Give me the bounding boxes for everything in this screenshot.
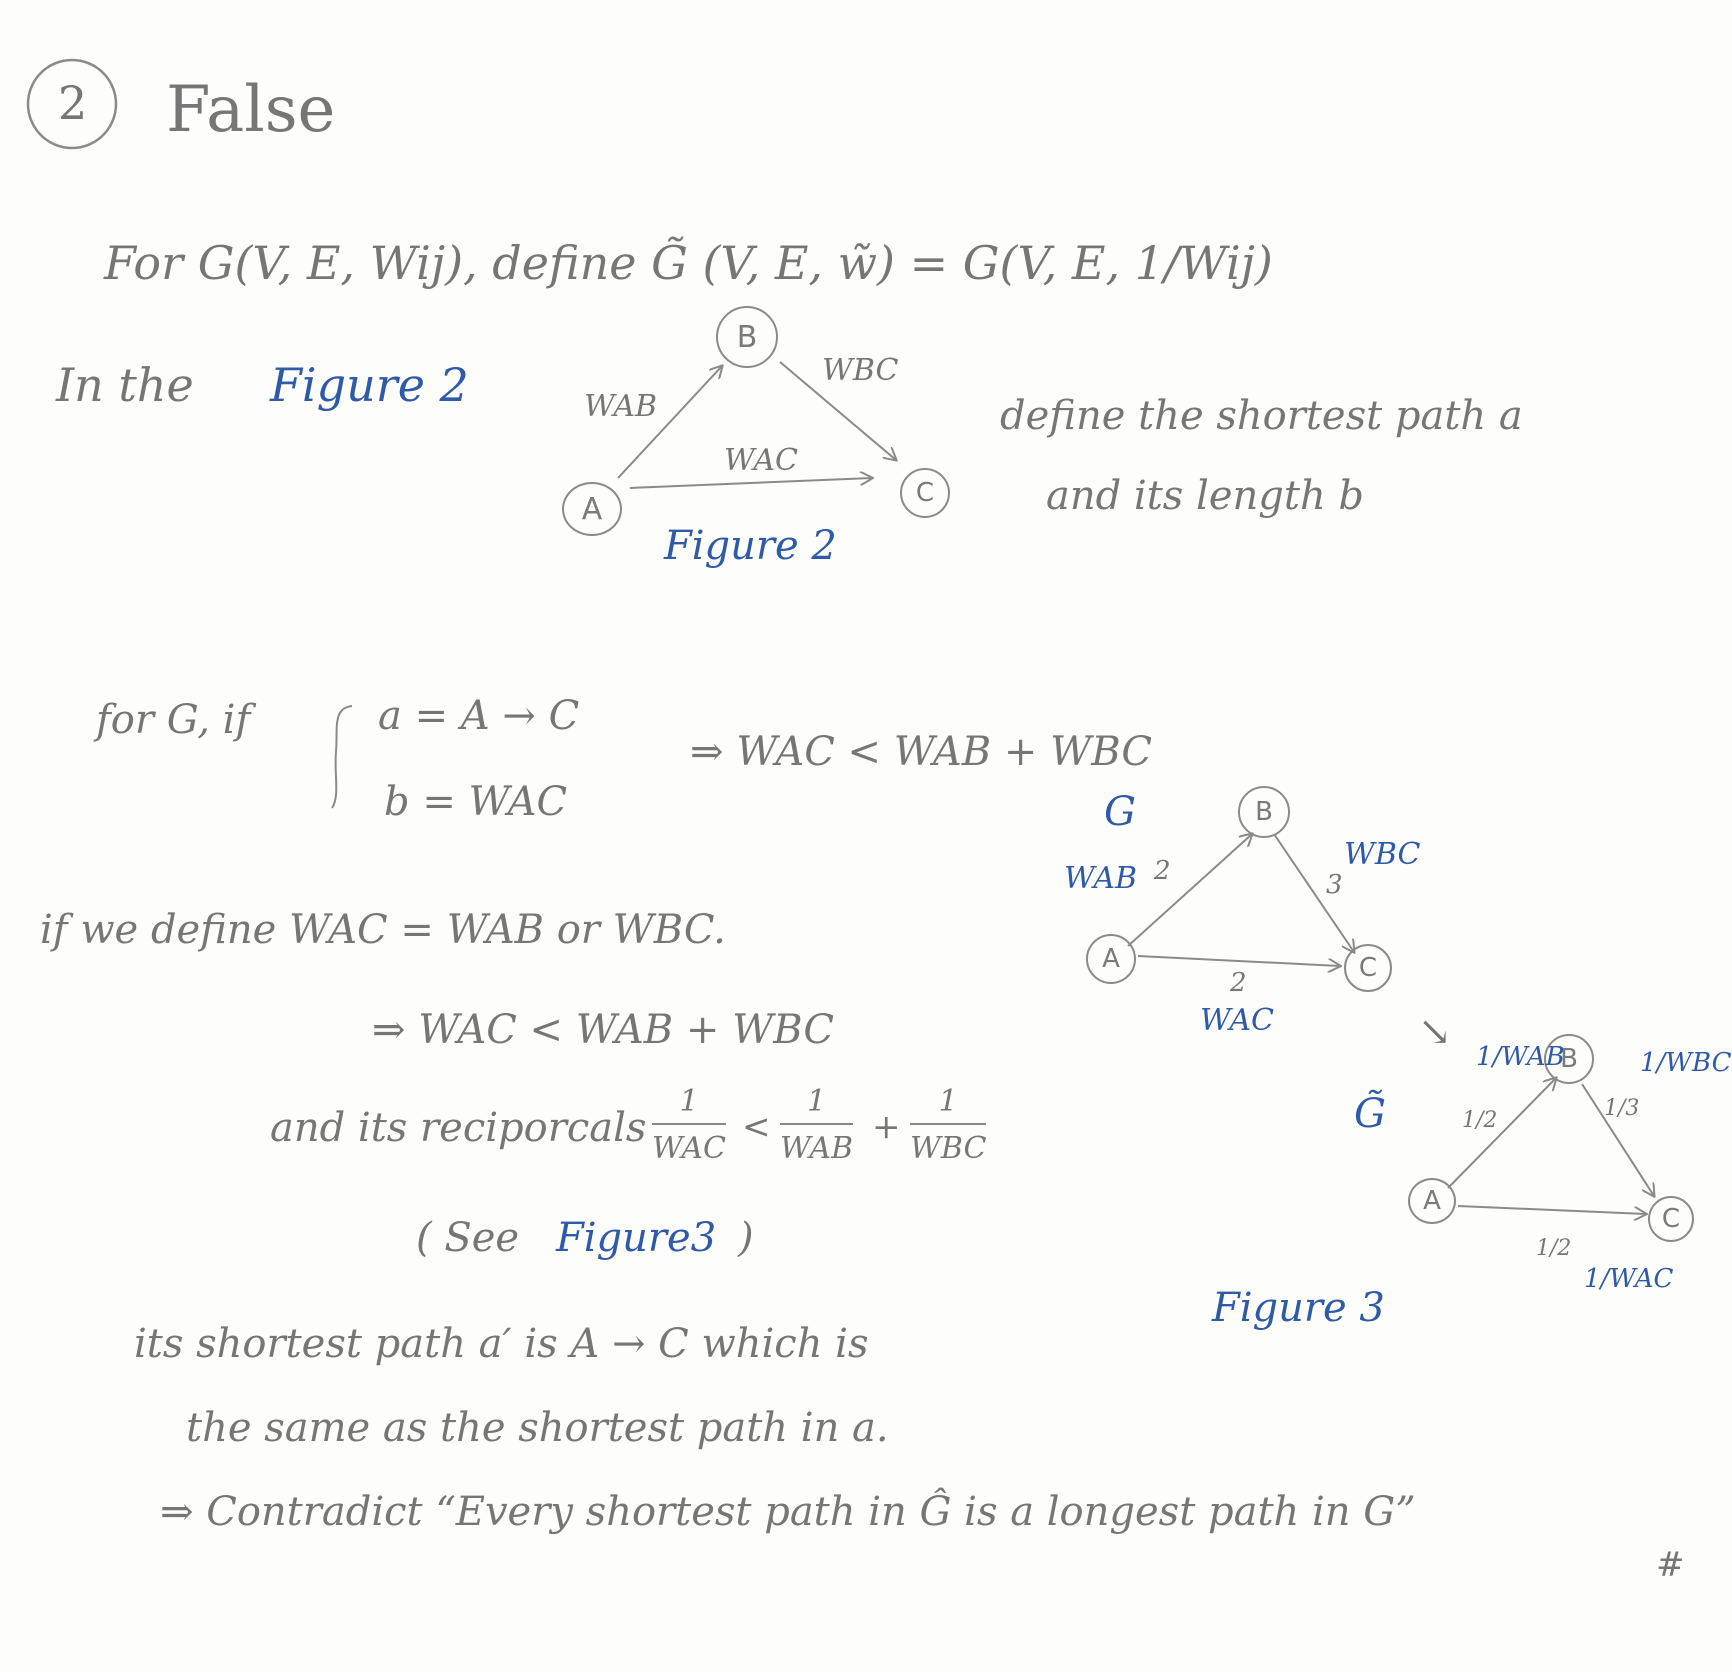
fraction-1-over-wac [652, 1084, 726, 1166]
fraction-plus: + [872, 1107, 901, 1147]
fig2-node-c: C [900, 468, 950, 518]
circled-number: 2 [58, 76, 88, 130]
intro-desc-line2: and its length b [1046, 473, 1365, 519]
conclusion-line1: its shortest path a′ is A → C which is [134, 1321, 869, 1367]
fig3-gt-bc-value: 1/3 [1604, 1096, 1640, 1121]
fig2-label-ab: WAB [584, 389, 658, 424]
fraction-1-over-wab [780, 1084, 853, 1166]
fig2-label-bc: WBC [822, 353, 899, 388]
conclusion-line3: ⇒ Contradict “Every shortest path in Ĝ is a longest path in G” [160, 1489, 1416, 1535]
fig3g-edge-ac [1138, 956, 1340, 966]
fig3-g-bc-value: 3 [1326, 870, 1343, 900]
intro-prefix: In the [56, 358, 194, 412]
fraction-1-over-wac-denominator: WAC [652, 1131, 726, 1166]
fig3gt-edge-ab [1448, 1078, 1556, 1188]
case-implies: ⇒ WAC < WAB + WBC [690, 729, 1152, 775]
fig3-gt-ac-value: 1/2 [1536, 1236, 1572, 1261]
fig3-g-label: G [1104, 789, 1136, 835]
definition-line: For G(V, E, Wij), define G̃ (V, E, w̃) = G(V, E, 1/Wij) [104, 236, 1273, 290]
fig2-edge-ac [630, 478, 872, 488]
fig3-gt-node-b: B [1544, 1034, 1594, 1084]
fig2-node-b: B [716, 306, 778, 368]
fig3-g-node-a: A [1086, 934, 1136, 984]
fig3-gt-node-a: A [1408, 1178, 1456, 1224]
case-brace [332, 706, 352, 808]
intro-figure-ref: Figure 2 [270, 358, 469, 412]
fig3-g-ac-label: WAC [1200, 1003, 1274, 1038]
fig3-gt-label: G̃ [1354, 1091, 1386, 1137]
fig3-caption: Figure 3 [1212, 1285, 1385, 1331]
argument-implies-line: ⇒ WAC < WAB + WBC [372, 1007, 834, 1053]
fig3-gt-node-c: C [1648, 1196, 1694, 1242]
fig3-gt-bc-label: 1/WBC [1640, 1048, 1732, 1078]
fig3-g-ac-value: 2 [1230, 968, 1247, 998]
fig2-node-a: A [562, 482, 622, 536]
verdict: False [166, 73, 336, 147]
fig3-g-bc-label: WBC [1344, 837, 1421, 872]
fraction-1-over-wbc-denominator: WBC [910, 1131, 987, 1166]
fraction-lt: < [742, 1107, 771, 1147]
fig3-transform-arrow: ↘ [1418, 1009, 1452, 1055]
fraction-1-over-wac-numerator: 1 [652, 1084, 726, 1125]
case-lead: for G, if [96, 697, 251, 743]
fraction-1-over-wab-denominator: WAB [780, 1131, 854, 1166]
fig3-gt-ab-label: 1/WAB [1476, 1042, 1565, 1072]
intro-desc-line1: define the shortest path a [1000, 393, 1523, 439]
argument-reciprocals-prefix: and its reciporcals [270, 1105, 647, 1151]
fig3g-edge-ab [1128, 834, 1252, 946]
case-line-b: b = WAC [384, 779, 568, 825]
fig3-gt-ac-label: 1/WAC [1584, 1264, 1674, 1294]
fig3gt-edge-ac [1458, 1206, 1646, 1214]
fig3-g-node-b: B [1238, 786, 1290, 838]
see-open: ( See [416, 1215, 520, 1261]
fraction-1-over-wbc [910, 1084, 986, 1166]
fig3-gt-ab-value: 1/2 [1462, 1108, 1498, 1133]
fraction-1-over-wab-numerator: 1 [780, 1084, 853, 1125]
fraction-1-over-wbc-numerator: 1 [910, 1084, 986, 1125]
conclusion-line2: the same as the shortest path in a. [186, 1405, 889, 1451]
fig3-g-ab-value: 2 [1154, 856, 1171, 886]
fig3-g-ab-label: WAB [1064, 861, 1138, 896]
see-close: ) [738, 1215, 754, 1261]
end-mark: # [1656, 1545, 1685, 1585]
argument-define-line: if we define WAC = WAB or WBC. [40, 907, 726, 953]
fig2-caption: Figure 2 [664, 523, 837, 569]
see-figure-ref: Figure3 [556, 1215, 717, 1261]
fig3-g-node-c: C [1344, 944, 1392, 992]
case-line-a: a = A → C [378, 693, 580, 739]
fig2-label-ac: WAC [724, 443, 798, 478]
